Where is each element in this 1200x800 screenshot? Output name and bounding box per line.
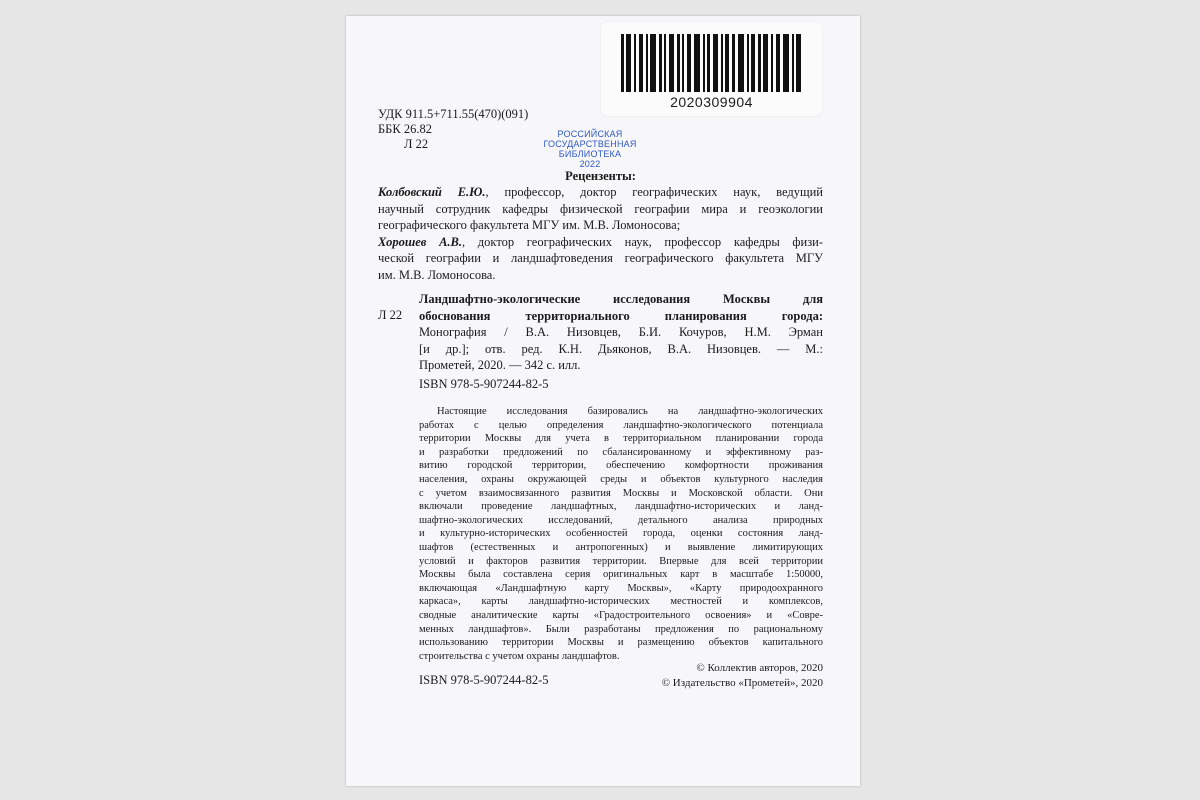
abstract-line: и разработки предложений по сбалансированному и эффективному раз-: [419, 446, 823, 458]
abstract-line: шафтно-экологических исследований, детального анализа природных: [419, 514, 823, 526]
bib-record: [419, 291, 823, 374]
bib-line: Монография / В.А. Низовцев, Б.И. Кочуров, Н.М. Эрман: [419, 325, 823, 339]
abstract-line: Москвы была составлена серия оригинальных карт в масштабе 1:50000,: [419, 569, 823, 581]
reviewers-block: [378, 184, 823, 283]
reviewer-2-name: Хорошев А.В.: [378, 234, 462, 249]
abstract-line: сводные аналитические карты «Градостроительного освоения» и «Совре-: [419, 609, 823, 621]
abstract-line: территории Москвы для учета в территориальном планировании города: [419, 433, 823, 445]
abstract-line: населения, охраны окружающей среды и объектов культурного наследия: [419, 473, 823, 485]
abstract-line: и культурно-исторических особенностей города, оценки состояния ланд-: [419, 528, 823, 540]
abstract-line: использованию территории Москвы и размещению объектов капитального: [419, 637, 823, 649]
reviewer-2-line: Хорошев А.В., доктор географических наук, профессор кафедры физи-: [378, 234, 824, 249]
bbk-code: ББК 26.82: [378, 122, 432, 136]
abstract-line: с учетом взаимосвязанного развития Москвы и Московской области. Они: [419, 487, 823, 499]
library-stamp: [542, 129, 638, 169]
bib-line: Прометей, 2020. — 342 с. илл.: [419, 358, 581, 372]
stamp-line: РОССИЙСКАЯ: [557, 129, 623, 139]
isbn-top: ISBN 978-5-907244-82-5: [419, 377, 549, 391]
abstract-line: витию городской территории, обеспечению комфортности проживания: [419, 460, 823, 472]
udk-code: УДК 911.5+711.55(470)(091): [378, 107, 529, 121]
copyright-authors: © Коллектив авторов, 2020: [696, 662, 823, 674]
abstract-line: шафтов (естественных и антропогенных) и выявление лимитирующих: [419, 541, 823, 553]
bib-mark: Л 22: [378, 308, 403, 322]
stamp-line: ГОСУДАРСТВЕННАЯ: [543, 139, 637, 149]
abstract-line: включающая «Ландшафтную карту Москвы», «Карту природоохранного: [419, 582, 823, 594]
reviewer-1-line: Колбовский Е.Ю., профессор, доктор географических наук, ведущий: [378, 185, 823, 199]
stamp-line: 2022: [579, 159, 601, 169]
reviewers-heading: Рецензенты:: [565, 169, 636, 183]
abstract-block: [419, 405, 823, 663]
barcode-sticker: [601, 22, 822, 116]
abstract-line: строительства с учетом охраны ландшафтов.: [419, 650, 620, 662]
abstract-line: условий и факторов развития территории. Впервые для всей территории: [419, 555, 823, 567]
classification-block: [378, 107, 528, 152]
barcode-icon: [621, 34, 801, 92]
abstract-line: каркаса», карты ландшафтно-исторических местностей и комплексов,: [419, 596, 823, 608]
copyright-publisher: © Издательство «Прометей», 2020: [661, 676, 823, 689]
abstract-line: Настоящие исследования базировались на ландшафтно-экологических: [437, 406, 823, 417]
author-mark: Л 22: [404, 137, 429, 151]
reviewer-2-line: им. М.В. Ломоносова.: [378, 267, 496, 282]
abstract-line: менных ландшафтов». Были разработаны предложения по рациональному: [419, 623, 823, 635]
reviewer-2-line: ческой географии и ландшафтоведения географического факультета МГУ: [378, 251, 823, 265]
reviewer-1-name: Колбовский Е.Ю.: [378, 185, 486, 199]
abstract-line: работах с целью определения ландшафтно-экологического потенциала: [419, 419, 823, 431]
book-title-line: Ландшафтно-экологические исследования Москвы для: [419, 292, 823, 306]
isbn-bottom: ISBN 978-5-907244-82-5: [419, 673, 549, 687]
book-title-line: обоснования территориального планирования города:: [419, 308, 823, 323]
reviewer-1-line: географического факультета МГУ им. М.В. Ломоносова;: [378, 218, 681, 232]
bib-line: [и др.]; отв. ред. К.Н. Дьяконов, В.А. Низовцев. — М.:: [419, 341, 823, 356]
reviewer-1-line: научный сотрудник кафедры физической географии мира и геоэкологии: [378, 201, 823, 216]
abstract-line: включали проведение ландшафтных, ландшафтно-исторических и ланд-: [419, 501, 823, 513]
stamp-line: БИБЛИОТЕКА: [558, 149, 622, 159]
barcode-number: 2020309904: [670, 94, 753, 110]
copyright-block: [600, 661, 823, 690]
